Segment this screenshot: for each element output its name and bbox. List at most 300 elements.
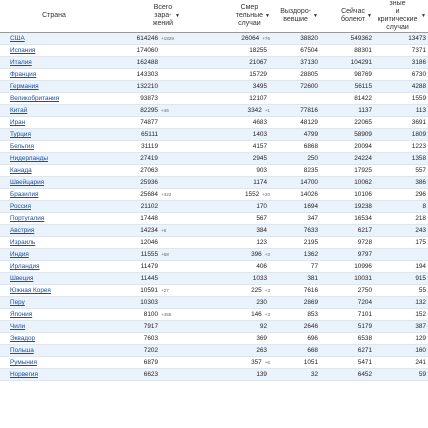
table-row [0, 237, 428, 249]
cases-value: 14234 [140, 227, 158, 234]
cases-cell [100, 117, 182, 129]
country-cell [8, 177, 100, 189]
country-link[interactable]: Индия [10, 251, 29, 258]
country-link[interactable]: Норвегия [10, 371, 38, 378]
sick-cell: 22065 [320, 117, 374, 129]
deaths-cell [182, 117, 272, 129]
critical-cell: 557 [374, 165, 428, 177]
country-cell [8, 105, 100, 117]
header-country-label: Страна [42, 12, 66, 19]
row-index-cell [0, 297, 8, 309]
cases-value: 10303 [140, 299, 158, 306]
cases-cell [100, 105, 182, 117]
row-index-cell [0, 177, 8, 189]
sick-cell: 6538 [320, 333, 374, 345]
table-row [0, 165, 428, 177]
critical-cell: 113 [374, 105, 428, 117]
table-row [0, 141, 428, 153]
deaths-value: 396 [251, 251, 262, 258]
header-deaths-label: Смер тельные случаи [235, 4, 264, 27]
deaths-value: 406 [256, 263, 267, 270]
table-row [0, 177, 428, 189]
country-link[interactable]: Великобритания [10, 95, 60, 102]
cases-delta: +68 [161, 252, 169, 257]
country-link[interactable]: Перу [10, 299, 25, 306]
deaths-cell [182, 57, 272, 69]
cases-cell [100, 273, 182, 285]
deaths-cell [182, 369, 272, 381]
table-row [0, 261, 428, 273]
cases-delta: +1829 [161, 36, 174, 41]
cases-cell [100, 141, 182, 153]
cases-cell [100, 309, 182, 321]
country-cell [8, 309, 100, 321]
country-cell [8, 237, 100, 249]
table-row [0, 57, 428, 69]
recovered-cell: 28805 [272, 69, 320, 81]
country-link[interactable]: Турция [10, 131, 31, 138]
country-cell [8, 201, 100, 213]
deaths-cell [182, 201, 272, 213]
deaths-cell [182, 345, 272, 357]
row-index-cell [0, 117, 8, 129]
row-index-cell [0, 285, 8, 297]
cases-value: 7202 [143, 347, 158, 354]
row-index-cell [0, 57, 8, 69]
deaths-cell [182, 33, 272, 45]
sick-cell: 5179 [320, 321, 374, 333]
critical-cell: 1809 [374, 129, 428, 141]
country-link[interactable]: США [10, 35, 25, 42]
country-link[interactable]: Швеция [10, 275, 34, 282]
country-cell [8, 297, 100, 309]
deaths-cell [182, 81, 272, 93]
recovered-cell: 250 [272, 153, 320, 165]
country-cell [8, 189, 100, 201]
cases-cell [100, 153, 182, 165]
country-link[interactable]: Италия [10, 59, 32, 66]
header-cases-label: Всего зара- жений [152, 4, 174, 27]
critical-cell: 386 [374, 177, 428, 189]
row-index-cell [0, 249, 8, 261]
sick-cell: 9728 [320, 237, 374, 249]
cases-value: 8100 [143, 311, 158, 318]
sick-cell: 88301 [320, 45, 374, 57]
country-cell [8, 333, 100, 345]
cases-cell [100, 297, 182, 309]
cases-cell [100, 201, 182, 213]
country-link[interactable]: Франция [10, 71, 37, 78]
recovered-cell: 32 [272, 369, 320, 381]
country-link[interactable]: Испания [10, 47, 36, 54]
cases-value: 25684 [140, 191, 158, 198]
critical-cell: 3186 [374, 57, 428, 69]
deaths-value: 1403 [252, 131, 267, 138]
table-row [0, 105, 428, 117]
critical-cell: 59 [374, 369, 428, 381]
country-cell [8, 141, 100, 153]
sort-down-icon[interactable]: ▼ [175, 13, 180, 19]
recovered-cell: 853 [272, 309, 320, 321]
cases-value: 6623 [143, 371, 158, 378]
country-cell [8, 249, 100, 261]
sick-cell: 24224 [320, 153, 374, 165]
cases-cell [100, 237, 182, 249]
country-cell [8, 357, 100, 369]
deaths-value: 21067 [249, 59, 267, 66]
cases-value: 10591 [140, 287, 158, 294]
country-cell [8, 345, 100, 357]
country-link[interactable]: Нидерланды [10, 155, 48, 162]
critical-cell: 129 [374, 333, 428, 345]
row-index-cell [0, 273, 8, 285]
sick-cell: 1137 [320, 105, 374, 117]
recovered-cell: 7616 [272, 285, 320, 297]
deaths-delta: +76 [262, 36, 270, 41]
country-link[interactable]: Канада [10, 167, 32, 174]
cases-value: 31119 [141, 143, 158, 150]
sort-down-icon[interactable]: ▼ [421, 13, 426, 19]
country-cell [8, 33, 100, 45]
deaths-cell [182, 261, 272, 273]
sick-cell: 6452 [320, 369, 374, 381]
cases-value: 27419 [140, 155, 158, 162]
deaths-value: 1174 [253, 179, 267, 186]
country-cell [8, 81, 100, 93]
cases-value: 93873 [140, 95, 158, 102]
sick-cell: 104291 [320, 57, 374, 69]
table-row [0, 129, 428, 141]
header-deaths[interactable] [182, 0, 272, 33]
critical-cell: 175 [374, 237, 428, 249]
deaths-cell [182, 321, 272, 333]
deaths-value: 26064 [241, 35, 260, 42]
sick-cell: 20094 [320, 141, 374, 153]
recovered-cell: 1051 [272, 357, 320, 369]
country-link[interactable]: Япония [10, 311, 33, 318]
cases-cell [100, 81, 182, 93]
header-sick[interactable] [320, 0, 374, 33]
cases-value: 17448 [140, 215, 158, 222]
recovered-cell: 668 [272, 345, 320, 357]
country-link[interactable]: Румыния [10, 359, 37, 366]
deaths-value: 230 [256, 299, 267, 306]
sick-cell: 6271 [320, 345, 374, 357]
country-cell [8, 129, 100, 141]
sick-cell: 7101 [320, 309, 374, 321]
country-link[interactable]: Эквадор [10, 335, 36, 342]
recovered-cell: 7633 [272, 225, 320, 237]
deaths-cell [182, 189, 272, 201]
critical-cell: 218 [374, 213, 428, 225]
country-link[interactable]: Швейцария [10, 179, 45, 186]
critical-cell: 4288 [374, 81, 428, 93]
recovered-cell: 1694 [272, 201, 320, 213]
recovered-cell: 381 [272, 273, 320, 285]
deaths-value: 92 [259, 323, 267, 330]
cases-value: 11555 [140, 251, 158, 258]
row-index-cell [0, 141, 8, 153]
table-row [0, 33, 428, 45]
country-link[interactable]: Россия [10, 203, 31, 210]
sick-cell: 6217 [320, 225, 374, 237]
table-row [0, 81, 428, 93]
recovered-cell: 38820 [272, 33, 320, 45]
row-index-cell [0, 225, 8, 237]
deaths-cell [182, 105, 272, 117]
recovered-cell: 77816 [272, 105, 320, 117]
cases-cell [100, 57, 182, 69]
cases-value: 132210 [136, 83, 158, 90]
sick-cell: 10031 [320, 273, 374, 285]
recovered-cell: 37130 [272, 57, 320, 69]
country-link[interactable]: Иран [10, 119, 26, 126]
cases-value: 21102 [140, 203, 158, 210]
table-row [0, 333, 428, 345]
country-link[interactable]: Польша [10, 347, 34, 354]
recovered-cell: 77 [272, 261, 320, 273]
cases-value: 6879 [143, 359, 158, 366]
recovered-cell: 2646 [272, 321, 320, 333]
cases-value: 65111 [141, 131, 158, 138]
header-recovered[interactable] [272, 0, 320, 33]
header-sick-label: Сейчас болеют [341, 8, 366, 23]
deaths-cell [182, 273, 272, 285]
table-row [0, 225, 428, 237]
recovered-cell [272, 93, 320, 105]
sick-cell: 10106 [320, 189, 374, 201]
deaths-cell [182, 333, 272, 345]
country-link[interactable]: Германия [10, 83, 39, 90]
deaths-value: 4157 [252, 143, 267, 150]
table-row [0, 285, 428, 297]
cases-cell [100, 165, 182, 177]
table-row [0, 201, 428, 213]
table-row [0, 69, 428, 81]
deaths-cell [182, 93, 272, 105]
cases-cell [100, 225, 182, 237]
critical-cell: 55 [374, 285, 428, 297]
recovered-cell: 8235 [272, 165, 320, 177]
table-row [0, 273, 428, 285]
deaths-value: 225 [251, 287, 262, 294]
cases-value: 7603 [143, 335, 158, 342]
cases-cell [100, 129, 182, 141]
country-cell [8, 45, 100, 57]
row-index-cell [0, 69, 8, 81]
deaths-value: 1552 [244, 191, 260, 198]
country-link[interactable]: Ирландия [10, 263, 40, 270]
cases-cell [100, 213, 182, 225]
cases-delta: +455 [161, 312, 172, 317]
cases-cell [100, 249, 182, 261]
country-cell [8, 165, 100, 177]
country-cell [8, 225, 100, 237]
deaths-value: 18255 [249, 47, 267, 54]
country-link[interactable]: Израиль [10, 239, 36, 246]
cases-cell [100, 189, 182, 201]
country-link[interactable]: Бельгия [10, 143, 34, 150]
deaths-value: 4683 [252, 119, 267, 126]
deaths-cell [182, 297, 272, 309]
header-recovered-label: Выздоро- вевшие [280, 8, 312, 23]
deaths-value: 15729 [249, 71, 267, 78]
row-index-cell [0, 105, 8, 117]
row-index-cell [0, 213, 8, 225]
critical-cell: 1559 [374, 93, 428, 105]
row-index-cell [0, 333, 8, 345]
sick-cell: 7204 [320, 297, 374, 309]
country-cell [8, 57, 100, 69]
recovered-cell: 6868 [272, 141, 320, 153]
cases-cell [100, 93, 182, 105]
cases-value: 12046 [140, 239, 158, 246]
cases-delta: +46 [161, 108, 169, 113]
cases-value: 162488 [136, 59, 158, 66]
row-index-cell [0, 201, 8, 213]
deaths-value: 384 [256, 227, 267, 234]
table-row [0, 117, 428, 129]
country-cell [8, 69, 100, 81]
country-cell [8, 213, 100, 225]
row-index-cell [0, 321, 8, 333]
deaths-value: 357 [251, 359, 262, 366]
header-cases[interactable] [100, 0, 182, 33]
sick-cell: 10062 [320, 177, 374, 189]
critical-cell: 1223 [374, 141, 428, 153]
cases-value: 82295 [140, 107, 158, 114]
country-cell [8, 273, 100, 285]
sick-cell: 17925 [320, 165, 374, 177]
row-index-cell [0, 189, 8, 201]
row-index-cell [0, 165, 8, 177]
deaths-cell [182, 129, 272, 141]
deaths-cell [182, 165, 272, 177]
sick-cell: 98769 [320, 69, 374, 81]
deaths-value: 123 [256, 239, 267, 246]
country-link[interactable]: Бразилия [10, 191, 39, 198]
critical-cell: 243 [374, 225, 428, 237]
recovered-cell: 2869 [272, 297, 320, 309]
row-index-cell [0, 153, 8, 165]
table-row [0, 153, 428, 165]
header-country[interactable] [8, 0, 100, 33]
deaths-cell [182, 153, 272, 165]
country-link[interactable]: Португалия [10, 215, 45, 222]
deaths-cell [182, 357, 272, 369]
table-row [0, 321, 428, 333]
row-index-cell [0, 345, 8, 357]
cases-cell [100, 333, 182, 345]
sick-cell: 10996 [320, 261, 374, 273]
cases-cell [100, 261, 182, 273]
country-cell [8, 153, 100, 165]
sick-cell: 16534 [320, 213, 374, 225]
critical-cell: 915 [374, 273, 428, 285]
country-cell [8, 285, 100, 297]
deaths-value: 263 [256, 347, 267, 354]
deaths-cell [182, 45, 272, 57]
recovered-cell: 14026 [272, 189, 320, 201]
row-index-cell [0, 261, 8, 273]
deaths-value: 1033 [252, 275, 267, 282]
deaths-value: 2945 [252, 155, 267, 162]
country-cell [8, 117, 100, 129]
row-index-cell [0, 33, 8, 45]
cases-value: 11445 [140, 275, 158, 282]
deaths-delta: +1 [264, 108, 270, 113]
deaths-cell [182, 309, 272, 321]
deaths-cell [182, 249, 272, 261]
country-link[interactable]: Чили [10, 323, 26, 330]
country-link[interactable]: Австрия [10, 227, 35, 234]
cases-value: 27063 [140, 167, 158, 174]
country-link[interactable]: Южная Корея [10, 287, 51, 294]
table-row [0, 93, 428, 105]
deaths-cell [182, 177, 272, 189]
recovered-cell: 347 [272, 213, 320, 225]
recovered-cell: 1362 [272, 249, 320, 261]
row-index-cell [0, 237, 8, 249]
critical-cell: 13473 [374, 33, 428, 45]
cases-delta: +8 [161, 228, 167, 233]
cases-cell [100, 285, 182, 297]
deaths-value: 170 [256, 203, 267, 210]
cases-cell [100, 69, 182, 81]
deaths-value: 567 [256, 215, 267, 222]
row-index-cell [0, 309, 8, 321]
recovered-cell: 67504 [272, 45, 320, 57]
critical-cell: 3691 [374, 117, 428, 129]
table-row [0, 309, 428, 321]
deaths-cell [182, 225, 272, 237]
critical-cell: 160 [374, 345, 428, 357]
country-link[interactable]: Китай [10, 107, 28, 114]
table-row [0, 345, 428, 357]
cases-cell [100, 33, 182, 45]
sort-down-icon[interactable]: ▼ [313, 13, 318, 19]
sort-down-icon[interactable]: ▼ [265, 13, 270, 19]
table-row [0, 189, 428, 201]
country-cell [8, 321, 100, 333]
deaths-value: 369 [256, 335, 267, 342]
deaths-cell [182, 213, 272, 225]
deaths-value: 12107 [249, 95, 267, 102]
deaths-cell [182, 237, 272, 249]
recovered-cell: 72600 [272, 81, 320, 93]
recovered-cell: 696 [272, 333, 320, 345]
row-index-cell [0, 93, 8, 105]
cases-value: 7917 [143, 323, 158, 330]
sick-cell: 58909 [320, 129, 374, 141]
critical-cell: 241 [374, 357, 428, 369]
cases-value: 174060 [136, 47, 158, 54]
critical-cell: 1358 [374, 153, 428, 165]
deaths-delta: +3 [264, 252, 270, 257]
country-cell [8, 261, 100, 273]
table-header [0, 0, 428, 33]
table-row [0, 297, 428, 309]
country-cell [8, 369, 100, 381]
deaths-cell [182, 285, 272, 297]
recovered-cell: 2195 [272, 237, 320, 249]
critical-cell: 387 [374, 321, 428, 333]
sort-down-icon[interactable]: ▼ [367, 13, 372, 19]
table-row [0, 213, 428, 225]
cases-cell [100, 321, 182, 333]
header-critical[interactable] [374, 0, 428, 33]
cases-value: 25936 [140, 179, 158, 186]
